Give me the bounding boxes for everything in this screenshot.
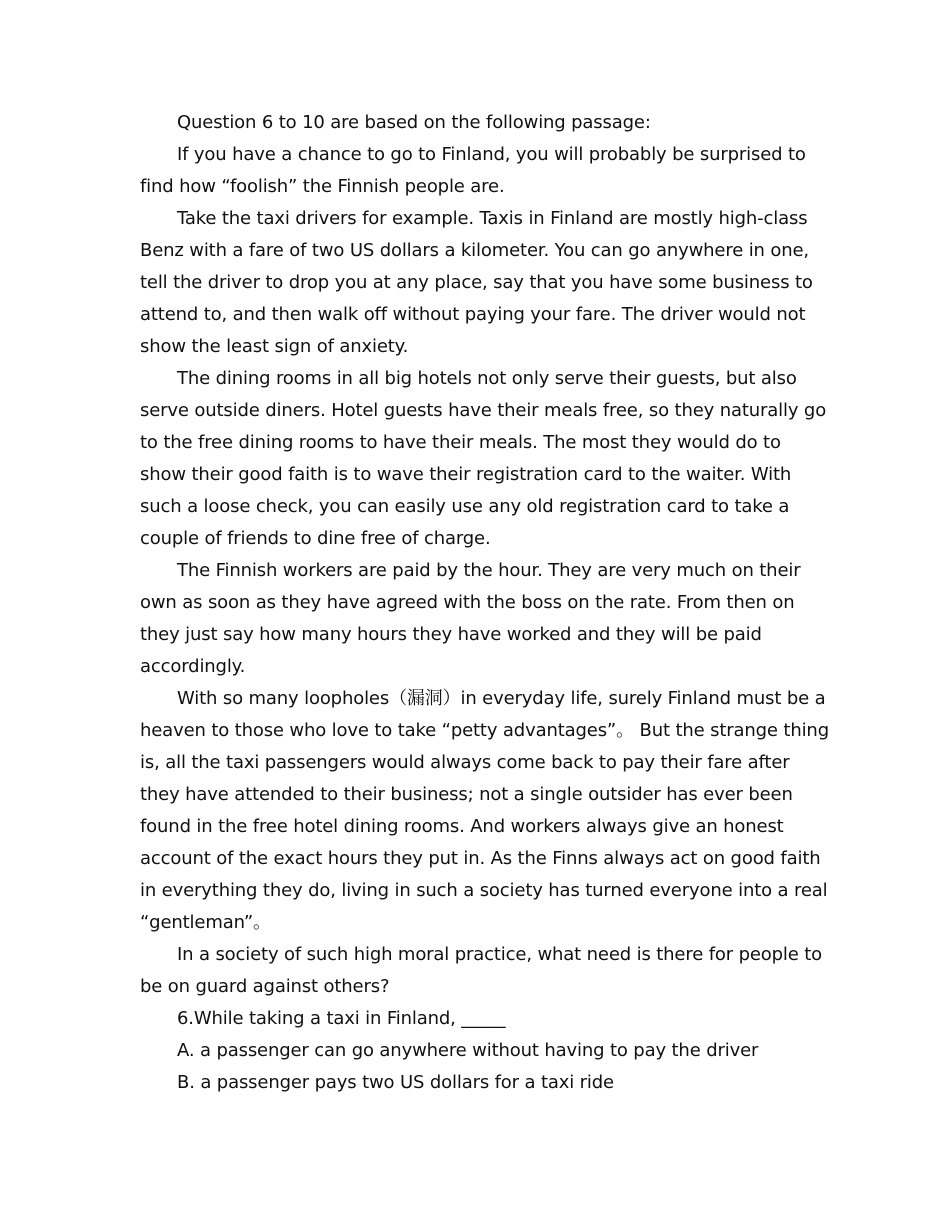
- paragraph-finland-intro: If you have a chance to go to Finland, you will probably be surprised to find how “foolish” the Finnish people are.: [140, 144, 806, 197]
- paragraph-dining-rooms: The dining rooms in all big hotels not only serve their guests, but also serve outside diners. Hotel guests have their meals free, so they naturally go to the free dining rooms to have their meals. The most they would do to show their good faith is to wave their registration card to the waiter. With such a loose check, you can easily use any old registration card to take a couple of friends to dine free of charge.: [140, 368, 827, 549]
- option-b: B. a passenger pays two US dollars for a taxi ride: [177, 1072, 614, 1093]
- paragraph-conclusion: In a society of such high moral practice, what need is there for people to be on guard against others?: [140, 944, 823, 997]
- passage-intro: Question 6 to 10 are based on the following passage:: [177, 112, 651, 133]
- document-page: [140, 107, 830, 1099]
- paragraph-loopholes: With so many loopholes（漏洞）in everyday life, surely Finland must be a heaven to those who love to take “petty advantages”。 But the strange thing is, all the taxi passengers would always come back to pay their fare after they have attended to their business; not a single outsider has ever been found in the free hotel dining rooms. And workers always give an honest account of the exact hours they put in. As the Finns always act on good faith in everything they do, living in such a society has turned everyone into a real “gentleman”。: [140, 688, 829, 933]
- option-a: A. a passenger can go anywhere without having to pay the driver: [177, 1040, 759, 1061]
- question-stem: 6.While taking a taxi in Finland, _____: [177, 1008, 506, 1029]
- paragraph-taxi-drivers: Take the taxi drivers for example. Taxis in Finland are mostly high-class Benz with a fare of two US dollars a kilometer. You can go anywhere in one, tell the driver to drop you at any place, say that you have some business to attend to, and then walk off without paying your fare. The driver would not show the least sign of anxiety.: [140, 208, 813, 357]
- paragraph-workers: The Finnish workers are paid by the hour. They are very much on their own as soon as they have agreed with the boss on the rate. From then on they just say how many hours they have worked and they will be paid accordingly.: [140, 560, 801, 677]
